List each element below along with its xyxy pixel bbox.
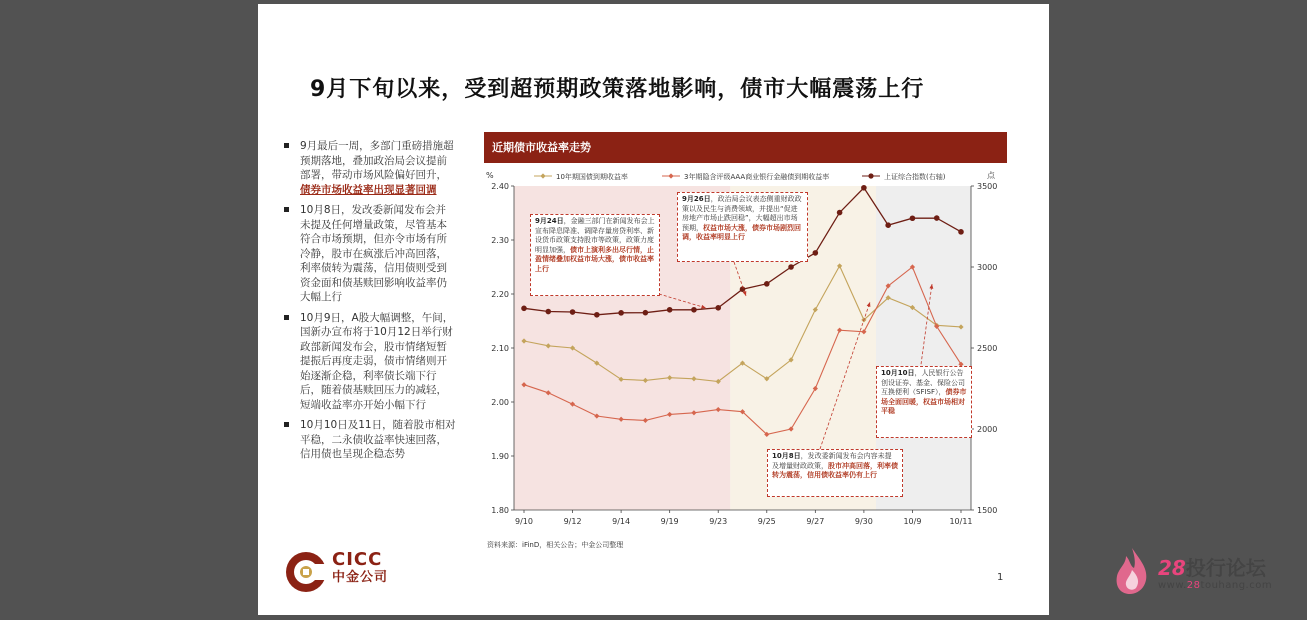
y-tick-label-left: 1.90 (491, 452, 509, 461)
x-tick-label: 9/27 (806, 517, 825, 526)
annotation-body: ，金融三部门在新闻发布会上宣布降息降准、调降存量房贷利率、新设货币政策支持股市等政策，政策力度明显加强， (535, 217, 655, 254)
annotation-sep26 (677, 192, 808, 262)
y-tick-label-right: 2500 (977, 344, 998, 353)
y-tick-label-right: 2000 (977, 425, 998, 434)
bullet-text: 9月最后一周，多部门重磅措施超预期落地，叠加政治局会议提前部署，带动市场风险偏好回升， (300, 140, 454, 181)
legend-marker (668, 173, 673, 178)
data-point (934, 215, 940, 221)
annotation-highlight: 债市上演利多出尽行情，止盈情绪叠加权益市场大涨，债市收益率上行 (535, 245, 654, 273)
legend-label: 10年期国债到期收益率 (556, 173, 628, 181)
bullet-text: 10月8日，发改委新闻发布会并未提及任何增量政策，尽管基本符合市场预期，但亦令市场有所冷静，股市在疯涨后冲高回落，利率债转为震荡，信用债则受到资金面和债基赎回影响收益率仍大幅上行 (300, 204, 447, 303)
y-tick-label-left: 1.80 (491, 506, 509, 515)
data-point (570, 309, 576, 315)
data-point (715, 305, 721, 311)
bullet-text: 10月10日及11日，随着股市相对平稳，二永债收益率快速回落，信用债也呈现企稳态势 (300, 419, 456, 460)
y-tick-label-left: 2.20 (491, 290, 509, 299)
watermark-url-num: 28 (1186, 580, 1201, 591)
x-tick-label: 9/30 (854, 517, 873, 526)
annotation-highlight: 股市冲高回落，利率债转为震荡，信用债收益率仍有上行 (772, 461, 898, 479)
watermark-num: 28 (1158, 556, 1186, 580)
page-number: 1 (997, 572, 1004, 583)
flame-icon (1112, 546, 1152, 596)
legend-marker (540, 173, 545, 178)
data-point (643, 310, 649, 316)
y-tick-label-left: 2.00 (491, 398, 509, 407)
annotation-oct8 (767, 449, 903, 497)
annotation-body: ，人民银行公告创设证券、基金、保险公司互换便利（SFISF）， (881, 369, 965, 396)
data-point (813, 250, 819, 256)
legend-label: 3年期隐含评级AAA商业银行金融债到期收益率 (684, 173, 830, 181)
annotation-date: 9月24日 (535, 217, 564, 225)
data-point (958, 229, 964, 235)
watermark-url (1158, 580, 1272, 591)
annotation-sep24 (530, 214, 660, 296)
watermark (1112, 546, 1302, 596)
cicc-logo (284, 550, 404, 594)
logo-cn: 中金公司 (332, 570, 389, 585)
x-tick-label: 10/11 (949, 517, 973, 526)
legend-label: 上证综合指数(右轴) (884, 173, 946, 181)
logo-text (332, 550, 388, 586)
bullet-square-icon (284, 143, 289, 148)
y-tick-label-right: 3000 (977, 263, 998, 272)
y-unit-right: 点 (987, 171, 995, 180)
annotation-date: 10月8日 (772, 452, 801, 460)
bullet-square-icon (284, 207, 289, 212)
bullet-list (284, 139, 456, 468)
x-tick-label: 9/25 (757, 517, 776, 526)
data-point (594, 312, 600, 318)
annotation-body: ，发改委新闻发布会内容未提及增量财政政策， (772, 452, 892, 470)
x-tick-label: 9/19 (660, 517, 679, 526)
x-tick-label: 9/10 (515, 517, 533, 526)
bullet-item (284, 139, 456, 197)
legend-marker (868, 173, 873, 178)
data-point (521, 306, 527, 312)
x-tick-label: 9/14 (612, 517, 631, 526)
data-point (885, 222, 891, 228)
data-point (618, 310, 624, 316)
bullet-item (284, 311, 456, 413)
y-tick-label-left: 2.30 (491, 236, 509, 245)
annotation-date: 9月26日 (682, 195, 711, 203)
data-point (764, 281, 770, 287)
annotation-highlight: 债券市场全面回暖，权益市场相对平稳 (881, 388, 967, 415)
watermark-title (1158, 552, 1266, 581)
y-tick-label-right: 3500 (977, 182, 998, 191)
y-tick-label-left: 2.10 (491, 344, 509, 353)
x-tick-label: 10/9 (903, 517, 922, 526)
y-tick-label-right: 1500 (977, 506, 998, 515)
x-tick-label: 9/12 (563, 517, 582, 526)
logo-en: CICC (332, 549, 383, 570)
bullet-square-icon (284, 315, 289, 320)
data-point (667, 307, 673, 313)
annotation-date: 10月10日 (881, 369, 915, 377)
data-point (545, 309, 551, 315)
bullet-text: 10月9日，A股大幅调整，午间，国新办宣布将于10月12日举行财政部新闻发布会，股市情绪短暂提振后再度走弱，债市情绪则开始逐渐企稳，利率债长端下行后，随着债基赎回压力的减轻，短端收益率亦开始小幅下行 (300, 311, 454, 411)
slide-title: 9月下旬以来，受到超预期政策落地影响，债市大幅震荡上行 (310, 77, 925, 102)
annotation-body: ，政治局会议表态侧重财政政策以及民生与消费领域，并提出“促进房地产市场止跌回稳”，大幅超出市场预期， (682, 195, 802, 232)
data-point (691, 307, 697, 313)
data-point (837, 210, 843, 216)
watermark-url-suffix: touhang.com (1200, 580, 1273, 591)
watermark-url-prefix: www. (1158, 580, 1187, 591)
bullet-highlight: 债券市场收益率出现显著回调 (300, 183, 437, 196)
y-tick-label-left: 2.40 (491, 182, 509, 191)
slide (258, 4, 1049, 615)
x-tick-label: 9/23 (709, 517, 728, 526)
bullet-square-icon (284, 422, 289, 427)
bullet-item (284, 418, 456, 462)
annotation-highlight: 权益市场大涨，债券市场剧烈回调，收益率明显上行 (682, 223, 801, 241)
data-point (788, 264, 794, 270)
cicc-logo-icon (284, 550, 328, 594)
source-note: 资料来源：iFinD，相关公告；中金公司整理 (487, 541, 624, 549)
chart-title: 近期债市收益率走势 (484, 132, 1007, 163)
data-point (861, 185, 867, 191)
watermark-cn: 投行论坛 (1185, 556, 1266, 580)
bullet-item (284, 203, 456, 305)
y-unit-left: % (486, 171, 494, 180)
annotation-oct10 (876, 366, 972, 438)
data-point (910, 215, 916, 221)
